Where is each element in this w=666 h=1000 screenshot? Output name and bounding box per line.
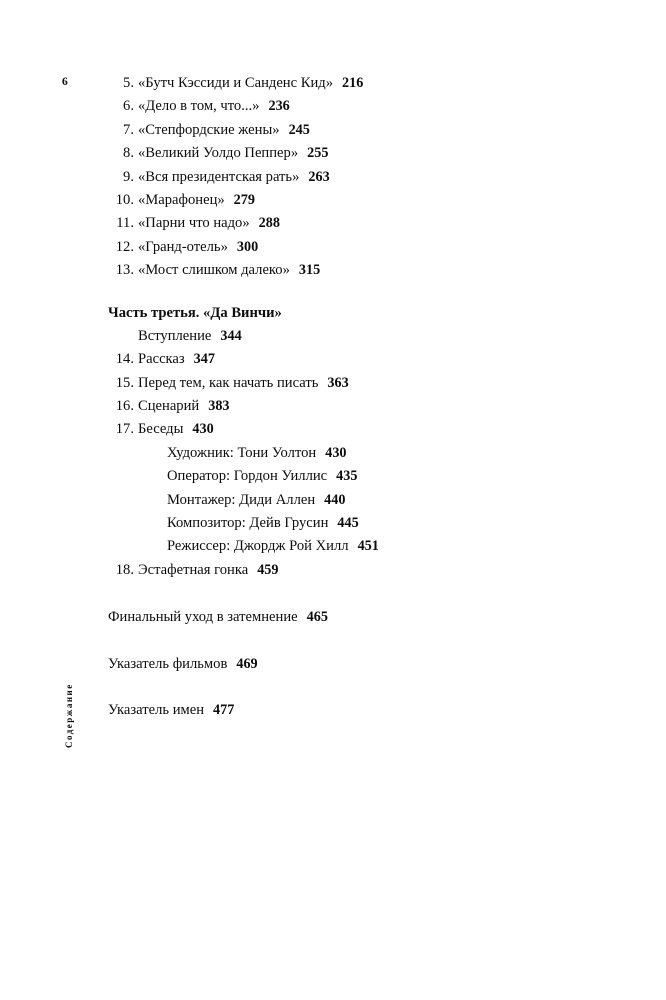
- toc-title: «Бутч Кэссиди и Санденс Кид» 216: [138, 75, 364, 91]
- toc-page: 451: [357, 538, 379, 555]
- toc-row[interactable]: [0, 372, 666, 395]
- toc-title: Указатель имен 477: [108, 701, 235, 718]
- toc-title: Оператор: Гордон Уиллис 435: [167, 468, 358, 485]
- toc-row[interactable]: [0, 166, 666, 189]
- toc-page: 344: [220, 327, 242, 344]
- toc-part-heading-label: Часть третья. «Да Винчи»: [108, 304, 282, 321]
- toc-row[interactable]: [0, 535, 666, 558]
- toc-page: 435: [336, 468, 358, 485]
- toc-row[interactable]: [0, 512, 666, 535]
- toc-row[interactable]: [0, 559, 666, 582]
- toc-row[interactable]: [0, 212, 666, 235]
- toc-page: 363: [327, 374, 349, 391]
- toc-row[interactable]: [0, 442, 666, 465]
- toc-page: 263: [308, 168, 330, 185]
- toc-title: «Дело в том, что...» 236: [138, 98, 290, 115]
- toc-title: Сценарий 383: [138, 398, 230, 415]
- spacer: [0, 582, 666, 606]
- toc-title: «Парни что надо» 288: [138, 215, 280, 232]
- toc-number: 15.: [115, 374, 134, 391]
- toc-number: 10.: [115, 191, 134, 208]
- toc-row[interactable]: [0, 72, 666, 95]
- toc-part-heading: [0, 302, 666, 325]
- toc-row[interactable]: [0, 189, 666, 212]
- toc-row[interactable]: [0, 395, 666, 418]
- toc-title: Вступление 344: [138, 327, 242, 344]
- toc-page: 445: [337, 515, 359, 532]
- toc-page: 279: [233, 191, 255, 208]
- toc-page: 465: [306, 609, 328, 626]
- toc-title: «Великий Уолдо Пеппер» 255: [138, 145, 329, 162]
- spacer: [0, 630, 666, 653]
- toc-page: 469: [236, 655, 258, 672]
- toc-group-interviews: [0, 442, 666, 559]
- toc-page: 430: [325, 444, 347, 461]
- toc-title: «Гранд-отель» 300: [138, 238, 259, 255]
- toc-number: 13.: [115, 262, 134, 279]
- toc-title: «Вся президентская рать» 263: [138, 168, 330, 185]
- toc-group-part-three-after: [0, 559, 666, 582]
- toc-title: Беседы 430: [138, 421, 214, 438]
- toc-page: 216: [342, 75, 364, 91]
- toc-number: 7.: [123, 121, 134, 138]
- toc-number: 9.: [123, 168, 134, 185]
- toc-group-part-two-tail: [0, 72, 666, 283]
- toc-row[interactable]: [0, 606, 666, 629]
- toc-page: 300: [236, 238, 259, 255]
- table-of-contents: [0, 72, 666, 722]
- toc-page: 315: [298, 262, 321, 279]
- toc-group-part-three: [0, 325, 666, 442]
- toc-title: Эстафетная гонка 459: [138, 561, 279, 578]
- toc-row[interactable]: [0, 699, 666, 722]
- toc-title: Художник: Тони Уолтон 430: [167, 444, 347, 461]
- toc-row[interactable]: [0, 95, 666, 118]
- toc-page: 236: [268, 98, 290, 115]
- toc-row[interactable]: [0, 142, 666, 165]
- toc-number: 12.: [115, 238, 134, 255]
- toc-page: 440: [324, 491, 346, 508]
- toc-number: 14.: [115, 351, 134, 368]
- toc-page: 245: [288, 121, 310, 138]
- toc-page: 477: [213, 701, 235, 718]
- toc-title: «Степфордские жены» 245: [138, 121, 310, 138]
- spacer: [0, 676, 666, 699]
- toc-title: Финальный уход в затемнение 465: [108, 609, 328, 626]
- toc-number: 17.: [115, 421, 134, 438]
- toc-row[interactable]: [0, 465, 666, 488]
- toc-row[interactable]: [0, 119, 666, 142]
- toc-number: 6.: [123, 98, 134, 115]
- toc-row[interactable]: [0, 236, 666, 259]
- toc-title: Монтажер: Диди Аллен 440: [167, 491, 346, 508]
- toc-page: 288: [258, 215, 280, 232]
- toc-row[interactable]: [0, 653, 666, 676]
- toc-row[interactable]: [0, 259, 666, 282]
- toc-page: 255: [307, 145, 329, 162]
- toc-row[interactable]: [0, 348, 666, 371]
- toc-page: 430: [192, 421, 214, 438]
- toc-row[interactable]: [0, 418, 666, 441]
- page-folio: 6: [62, 76, 68, 88]
- toc-number: 5.: [123, 75, 134, 91]
- running-head: Содержание: [64, 683, 74, 748]
- toc-title: «Марафонец» 279: [138, 191, 255, 208]
- toc-title: Указатель фильмов 469: [108, 655, 258, 672]
- toc-title: Перед тем, как начать писать 363: [138, 374, 349, 391]
- toc-group-back-matter: [0, 582, 666, 722]
- toc-page: 347: [193, 351, 215, 368]
- toc-title: «Мост слишком далеко» 315: [138, 262, 321, 279]
- toc-page: 383: [208, 398, 230, 415]
- toc-row[interactable]: [0, 489, 666, 512]
- toc-title: Режиссер: Джордж Рой Хилл 451: [167, 538, 379, 555]
- toc-number: 8.: [123, 145, 134, 162]
- toc-number: 11.: [116, 215, 134, 232]
- toc-row[interactable]: [0, 325, 666, 348]
- toc-page: 459: [257, 561, 279, 578]
- toc-number: 18.: [115, 561, 134, 578]
- toc-number: 16.: [115, 398, 134, 415]
- toc-title: Композитор: Дейв Грусин 445: [167, 515, 359, 532]
- toc-title: Рассказ 347: [138, 351, 215, 368]
